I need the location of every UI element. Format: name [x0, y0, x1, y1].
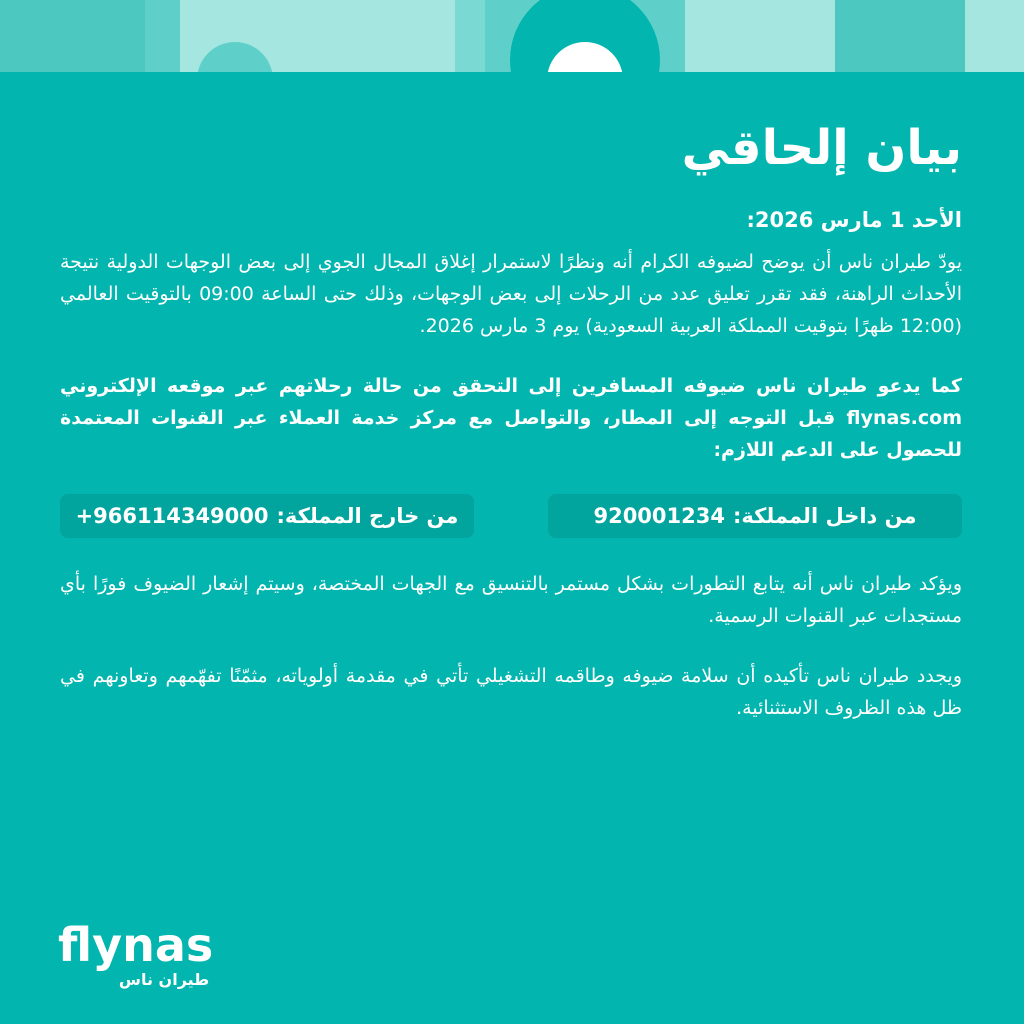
contact-inside-kingdom	[548, 494, 962, 538]
logo-arabic-text: طيران ناس	[118, 970, 210, 989]
contact-outside-kingdom	[60, 494, 474, 538]
contact-inside-label: من داخل المملكة:	[732, 503, 917, 528]
contact-outside-label: من خارج المملكة:	[276, 503, 459, 528]
logo-wordmark: flynas	[58, 918, 214, 972]
paragraph-safety: ويجدد طيران ناس تأكيده أن سلامة ضيوفه وطاقمه التشغيلي تأتي في مقدمة أولوياته، مثمّنًا تفهّمهم وتعاونهم في ظل هذه الظروف الاستثنائية.	[60, 664, 962, 719]
statement-date: الأحد 1 مارس 2026:	[746, 207, 962, 232]
statement-content	[60, 120, 962, 752]
flynas-logo	[58, 918, 214, 989]
paragraph-suspension: يودّ طيران ناس أن يوضح لضيوفه الكرام أنه ونظرًا لاستمرار إغلاق المجال الجوي إلى بعض الوجهات الدولية نتيجة الأحداث الراهنة، فقد تقرر تعليق عدد من الرحلات إلى بعض الوجهات، وذلك حتى الساعة 09:00 بالتوقيت العالمي (12:00 ظهرًا بتوقيت المملكة العربية السعودية) يوم 3 مارس 2026.	[60, 250, 962, 337]
decorative-header-band	[0, 0, 1024, 72]
contact-inside-number: 920001234	[593, 503, 725, 528]
contact-numbers	[60, 494, 962, 538]
paragraph-monitoring: ويؤكد طيران ناس أنه يتابع التطورات بشكل مستمر بالتنسيق مع الجهات المختصة، وسيتم إشعار الضيوف فورًا بأي مستجدات عبر القنوات الرسمية.	[60, 572, 962, 627]
page-title: بيان إلحاقي	[681, 120, 962, 176]
header-shapes	[0, 0, 1024, 72]
paragraph-check-status: كما يدعو طيران ناس ضيوفه المسافرين إلى التحقق من حالة رحلاتهم عبر موقعه الإلكتروني flynas.com قبل التوجه إلى المطار، والتواصل مع مركز خدمة العملاء عبر القنوات المعتمدة للحصول على الدعم اللازم:	[60, 374, 962, 461]
contact-outside-number: +966114349000	[75, 503, 269, 528]
